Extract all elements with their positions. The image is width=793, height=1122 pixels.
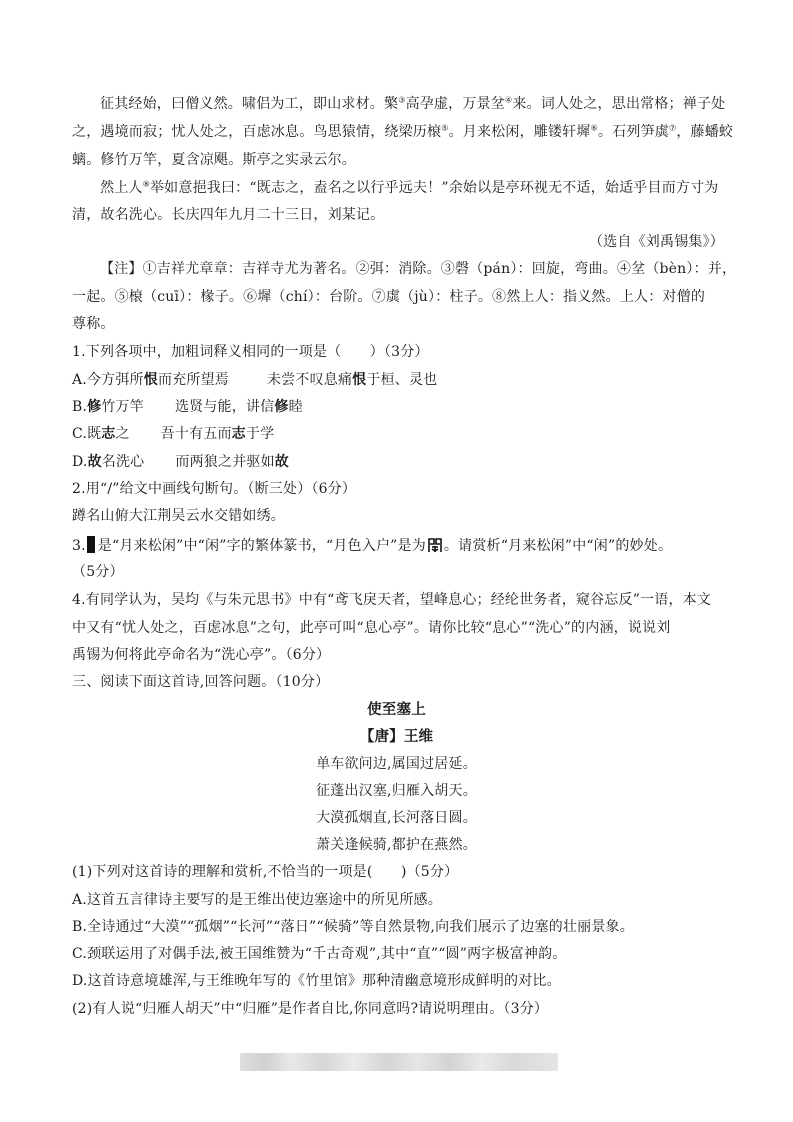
question-4-line-2: 中又有“忧人处之，百虑冰息”之句，此亭可叫“息心亭”。请你比较“息心”“洗心”的内涵，说说刘: [72, 620, 671, 636]
poem-author: 【唐】王维: [359, 729, 434, 745]
question-4-line-1: 4.有同学认为，吴均《与朱元思书》中有“鸢飞戾天者，望峰息心；经纶世务者，窥谷忘反”一语，本文: [72, 592, 712, 608]
passage-line-4: 然上人⑧举如意挹我曰：“既志之，盍名之以行乎远夫！”余始以是亭环视无不适，始适乎目而方寸为: [100, 179, 719, 196]
poem-line-2: 征蓬出汉塞,归雁入胡天。: [316, 783, 477, 799]
xian-seal-script-image: [87, 536, 95, 553]
sub-question-1-option-b: B.全诗通过“大漠”“孤烟”“长河”“落日”“候骑”等自然景物,向我们展示了边塞的壮丽景象。: [72, 919, 634, 935]
passage-line-5: 清，故名洗心。长庆四年九月二十三日，刘某记。: [72, 207, 385, 223]
question-1-option-d: D.故名洗心 而两狼之并驱如故: [72, 454, 289, 470]
question-1-option-b: B.修竹万竿 选贤与能，讲信修睦: [72, 399, 303, 415]
poem-title: 使至塞上: [367, 702, 426, 718]
question-1-option-a: A.今方弭所恨而充所望焉 未尝不叹息痛恨于桓、灵也: [72, 372, 438, 388]
sub-question-2: (2)有人说“归雁人胡天”中“归雁”是作者自比,你同意吗?请说明理由。（3分）: [72, 1001, 549, 1017]
question-2-text: 蹲名山俯大江荆吴云水交错如绣。: [72, 508, 285, 524]
passage-source: （选自《刘禹锡集》）: [589, 234, 724, 250]
question-4-line-3: 禹锡为何将此亭命名为“洗心亭”。（6分）: [72, 647, 331, 663]
question-1: 1.下列各项中，加粗词释义相同的一项是（ ）（3分）: [72, 344, 429, 360]
blurred-footer-watermark: [240, 1053, 558, 1071]
section-3-heading: 三、阅读下面这首诗,回答问题。（10分）: [72, 674, 330, 690]
sub-question-1-option-c: C.颈联运用了对偶手法,被王国维赞为“千古奇观”,其中“直”“圆”两字极富神韵。: [72, 946, 567, 962]
passage-line-3: 螭。修竹万竿，夏含凉飓。斯亭之实录云尔。: [72, 152, 356, 168]
jian-seal-script-icon: [428, 537, 442, 553]
question-1-option-c: C.既志之 吾十有五而志于学: [72, 426, 275, 442]
notes-line-2: 一起。⑤榱（cuī）：椽子。⑥墀（chí）：台阶。⑦虡（jù）：柱子。⑧然上人：指义然。上人：对僧的: [72, 289, 706, 305]
question-2: 2.用“/”给文中画线句断句。（断三处）（6分）: [72, 481, 357, 497]
sub-question-1-option-d: D.这首诗意境雄浑,与王维晚年写的《竹里馆》那种清幽意境形成鲜明的对比。: [72, 973, 561, 989]
sub-question-1: (1)下列对这首诗的理解和赏析,不恰当的一项是( )（5分）: [72, 864, 459, 880]
question-3: 3. 是“月来松闲”中“闲”字的繁体篆书，“月色入户”是为 。请赏析“月来松闲”中“闲”的妙处。: [72, 538, 673, 554]
notes-line-1: 【注】①吉祥尤章章：吉祥寺尤为著名。②弭：消除。③磬（pán）：回旋，弯曲。④坌（bèn）：并，: [100, 261, 737, 277]
passage-line-1: 征其经始，曰僧义然。啸侣为工，即山求材。檠③高孕虚，万景坌④来。词人处之，思出常格；禅子处: [100, 95, 726, 112]
passage-line-2: 之，遇境而寂；忧人处之，百虑冰息。鸟思猿情，绕梁历榱⑤。月来松闲，雕镂轩墀⑥。石列笋虡⑦，藤蟠蛟: [72, 123, 734, 140]
notes-line-3: 尊称。: [72, 316, 115, 332]
sub-question-1-option-a: A.这首五言律诗主要写的是王维出使边塞途中的所见所感。: [72, 892, 442, 908]
poem-line-4: 萧关逢候骑,都护在燕然。: [316, 837, 477, 853]
poem-line-1: 单车欲问边,属国过居延。: [316, 756, 477, 772]
poem-line-3: 大漠孤烟直,长河落日圆。: [316, 810, 477, 826]
question-3-score: （5分）: [72, 564, 124, 580]
